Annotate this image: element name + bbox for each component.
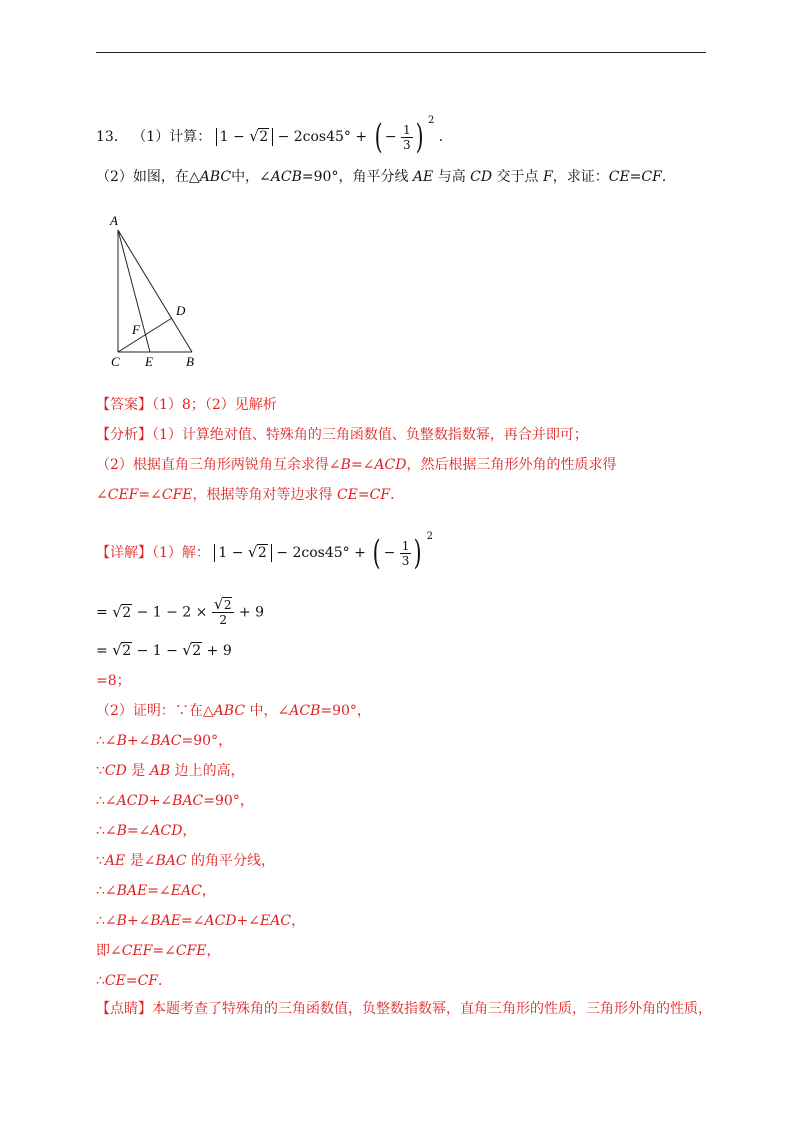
math-symbol: BAE — [116, 883, 148, 899]
text-segment: ∴∠ — [96, 913, 117, 929]
text-segment: =∠ — [138, 487, 162, 503]
text-segment: = — [629, 169, 642, 185]
math-symbol: CD — [470, 169, 493, 185]
text-segment: ∠ — [96, 487, 108, 503]
math-symbol: CE — [104, 973, 126, 989]
segment-cd — [118, 318, 172, 352]
text-segment: ∴∠ — [96, 823, 117, 839]
detail-step1: = √ 2 − 1 − 2 × √ $\frac{2}{2}$ + 9 — [96, 598, 264, 627]
text-segment: =∠ — [350, 457, 375, 473]
text-segment: =∠ — [126, 823, 151, 839]
text-segment: 是 — [126, 763, 150, 779]
text-segment: = — [357, 487, 370, 503]
proof-line — [96, 852, 275, 870]
math-symbol: ACD — [204, 913, 237, 929]
math-symbol: CFE — [161, 487, 193, 503]
analysis-line2 — [96, 456, 616, 474]
math-symbol: AB — [149, 763, 171, 779]
math-symbol: BAC — [155, 853, 187, 869]
proof-line — [96, 882, 216, 900]
math-symbol: F — [543, 169, 553, 185]
text-segment: 即∠ — [96, 943, 122, 959]
text-segment: ∴∠ — [96, 793, 117, 809]
problem-part1: 13． （1）计算： 1 − √ 2 − 2cos45° + ( − $\frac{1}{3}$ ) $^2$ ． — [96, 112, 453, 154]
fraction: $\frac{1}{3}$ — [403, 122, 411, 152]
header-rule — [96, 52, 706, 53]
math-symbol: BAC — [150, 733, 182, 749]
text-segment: （2）如图，在△ — [96, 169, 200, 185]
answer-text: （1）8；（2）见解析 — [152, 397, 277, 413]
text-segment: 是∠ — [125, 853, 156, 869]
problem-part2 — [96, 168, 676, 186]
math-symbol: ACB — [289, 703, 321, 719]
math-symbol: AE — [412, 169, 434, 185]
text-segment: =90°， — [181, 733, 233, 749]
math-symbol: CF — [137, 973, 159, 989]
math-symbol: CE — [336, 487, 358, 503]
proof-line — [96, 762, 245, 780]
text-segment: （2）证明：∵在△ — [96, 703, 214, 719]
proof-line — [96, 912, 305, 930]
text-segment: ， — [291, 913, 306, 929]
text-segment: ∴ — [96, 973, 105, 989]
math-symbol: CD — [104, 763, 127, 779]
text-segment: 交于点 — [492, 169, 544, 185]
math-symbol: EAC — [260, 913, 292, 929]
text-segment: ， — [206, 943, 221, 959]
proof-line — [96, 972, 172, 990]
text-segment: ∵ — [96, 853, 105, 869]
math-symbol: CEF — [107, 487, 139, 503]
math-symbol: AE — [104, 853, 126, 869]
exponent: 2 — [427, 115, 435, 126]
problem-number: 13． — [96, 129, 128, 145]
text-segment: ∴∠ — [96, 733, 117, 749]
math-symbol: B — [116, 733, 127, 749]
text-segment: ，求证： — [552, 169, 609, 185]
part1-prefix: （1）计算： — [132, 129, 212, 145]
text-segment: = — [125, 973, 138, 989]
triangle-figure — [108, 212, 208, 372]
text-segment: 的角平分线， — [186, 853, 276, 869]
text-segment: 中，∠ — [231, 169, 271, 185]
text-segment: ，然后根据三角形外角的性质求得 — [406, 457, 617, 473]
label-c: C — [111, 354, 120, 369]
text-segment: （2）根据直角三角形两锐角互余求得∠ — [96, 457, 341, 473]
detail-tag: 【详解】 — [96, 545, 152, 561]
comment-line: 【点睛】本题考查了特殊角的三角函数值，负整数指数幂，直角三角形的性质，三角形外角的性质， — [96, 1001, 712, 1017]
math-symbol: CFE — [175, 943, 207, 959]
proof-line — [96, 702, 371, 720]
text-segment: =∠ — [152, 943, 176, 959]
math-symbol: CE — [608, 169, 630, 185]
proof-line — [96, 942, 221, 960]
text-segment: ， — [201, 883, 216, 899]
math-symbol: ACD — [374, 457, 407, 473]
math-symbol: CEF — [121, 943, 153, 959]
math-symbol: ABC — [213, 703, 246, 719]
math-symbol: BAC — [172, 793, 204, 809]
text-segment: ， — [182, 823, 197, 839]
text-segment: +∠ — [148, 793, 173, 809]
text-segment: ∴∠ — [96, 883, 117, 899]
text-segment: =∠ — [147, 883, 171, 899]
text-segment: 中，∠ — [245, 703, 290, 719]
answer-tag: 【答案】 — [96, 397, 152, 413]
comment-tag: 【点睛】 — [96, 1001, 152, 1017]
detail-line: 【详解】（1）解： 1 − √ 2 − 2cos45° + ( − $\frac{1}{3}$ ) $^2$ — [96, 528, 433, 570]
text-segment: ． — [158, 973, 173, 989]
answer-line — [96, 396, 277, 414]
abs-expression: 1 − √ 2 — [216, 128, 273, 146]
text-segment: ∵ — [96, 763, 105, 779]
text-segment: =90°， — [320, 703, 371, 719]
text-segment: =90°， — [203, 793, 254, 809]
proof-line — [96, 822, 196, 840]
math-symbol: ACD — [150, 823, 183, 839]
text-segment: ． — [661, 169, 676, 185]
text-segment: =∠ — [181, 913, 205, 929]
detail-step2: = √ 2 − 1 − √ 2 + 9 — [96, 642, 232, 660]
label-b: B — [186, 354, 194, 369]
sqrt: √ 2 — [249, 128, 269, 146]
analysis-line1: 【分析】（1）计算绝对值、特殊角的三角函数值、负整数指数幂，再合并即可； — [96, 427, 588, 443]
text-segment: =90°，角平分线 — [301, 169, 413, 185]
math-symbol: ACB — [270, 169, 302, 185]
label-f: F — [132, 322, 140, 337]
text-segment: ，根据等角对等边求得 — [192, 487, 337, 503]
label-e: E — [145, 354, 153, 369]
text-segment: 与高 — [433, 169, 471, 185]
text-segment: +∠ — [126, 733, 151, 749]
analysis-tag: 【分析】 — [96, 427, 152, 443]
math-symbol: B — [116, 913, 127, 929]
math-symbol: ABC — [199, 169, 232, 185]
math-symbol: EAC — [170, 883, 202, 899]
label-a: A — [110, 213, 118, 228]
text-segment: ． — [390, 487, 405, 503]
math-symbol: BAE — [150, 913, 182, 929]
math-symbol: ACD — [116, 793, 149, 809]
math-symbol: CF — [369, 487, 391, 503]
detail-step3: =8； — [96, 673, 131, 689]
proof-line — [96, 732, 232, 750]
segment-ab — [118, 230, 192, 352]
math-symbol: B — [116, 823, 127, 839]
label-d: D — [176, 303, 186, 318]
text-segment: +∠ — [236, 913, 261, 929]
proof-line — [96, 792, 254, 810]
analysis-line3 — [96, 486, 404, 504]
text-segment: +∠ — [126, 913, 151, 929]
math-symbol: CF — [641, 169, 662, 185]
math-symbol: B — [340, 457, 351, 473]
text-segment: 边上的高， — [170, 763, 245, 779]
